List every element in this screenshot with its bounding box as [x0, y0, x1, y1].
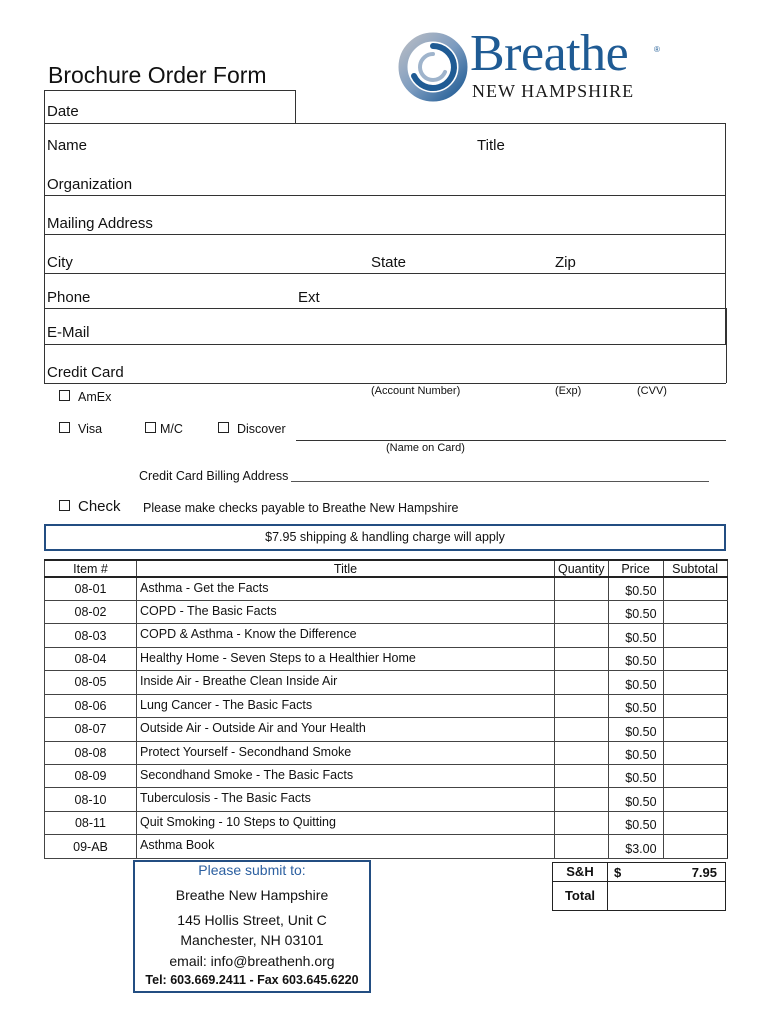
- item-cell: 08-08: [45, 741, 137, 764]
- subtotal-header: Subtotal: [663, 560, 727, 577]
- quantity-input[interactable]: [555, 741, 609, 764]
- exp-caption: (Exp): [555, 385, 582, 397]
- table-row: [45, 718, 728, 741]
- table-row: [45, 647, 728, 670]
- price-cell: $0.50: [608, 647, 663, 670]
- table-row: [45, 577, 728, 600]
- price-cell: $0.50: [608, 694, 663, 717]
- table-row: [45, 600, 728, 623]
- name-input[interactable]: [100, 130, 470, 154]
- check-checkbox[interactable]: [59, 500, 70, 511]
- quantity-input[interactable]: [555, 718, 609, 741]
- billing-address-label: Credit Card Billing Address: [139, 469, 289, 483]
- total-input[interactable]: [607, 881, 726, 911]
- discover-checkbox[interactable]: [218, 422, 229, 433]
- subtotal-cell[interactable]: [663, 577, 727, 600]
- price-cell: $0.50: [608, 718, 663, 741]
- price-cell: $0.50: [608, 788, 663, 811]
- quantity-header: Quantity: [555, 560, 609, 577]
- sh-value-cell: [607, 862, 726, 882]
- subtotal-cell[interactable]: [663, 647, 727, 670]
- title-cell: COPD & Asthma - Know the Difference: [137, 624, 555, 647]
- subtotal-cell[interactable]: [663, 624, 727, 647]
- sh-label: S&H: [552, 862, 608, 882]
- organization-label: Organization: [47, 176, 133, 193]
- check-label: Check: [78, 498, 121, 515]
- mailing-address-label: Mailing Address: [47, 215, 153, 232]
- date-label: Date: [47, 103, 79, 120]
- subtotal-cell[interactable]: [663, 741, 727, 764]
- title-cell: Quit Smoking - 10 Steps to Quitting: [137, 811, 555, 834]
- title-cell: Asthma Book: [137, 835, 555, 858]
- subtotal-cell[interactable]: [663, 835, 727, 858]
- mc-checkbox[interactable]: [145, 422, 156, 433]
- name-on-card-caption: (Name on Card): [386, 442, 465, 454]
- price-cell: $0.50: [608, 765, 663, 788]
- quantity-input[interactable]: [555, 788, 609, 811]
- title-cell: COPD - The Basic Facts: [137, 600, 555, 623]
- amex-label: AmEx: [78, 390, 112, 404]
- subtotal-cell[interactable]: [663, 718, 727, 741]
- title-label: Title: [477, 137, 505, 154]
- credit-card-label: Credit Card: [47, 364, 124, 381]
- logo-subtitle: NEW HAMPSHIRE: [472, 81, 635, 101]
- quantity-input[interactable]: [555, 624, 609, 647]
- title-cell: Inside Air - Breathe Clean Inside Air: [137, 671, 555, 694]
- subtotal-cell[interactable]: [663, 788, 727, 811]
- item-header: Item #: [45, 560, 137, 577]
- check-payable-note: Please make checks payable to Breathe New Hampshire: [143, 501, 459, 515]
- title-cell: Asthma - Get the Facts: [137, 577, 555, 600]
- state-label: State: [371, 254, 407, 271]
- quantity-input[interactable]: [555, 600, 609, 623]
- price-cell: $0.50: [608, 671, 663, 694]
- order-table: [44, 559, 728, 859]
- subtotal-cell[interactable]: [663, 694, 727, 717]
- title-header: Title: [137, 560, 555, 577]
- table-header-row: [45, 560, 728, 577]
- title-input[interactable]: [515, 130, 720, 154]
- title-cell: Tuberculosis - The Basic Facts: [137, 788, 555, 811]
- visa-label: Visa: [78, 422, 103, 436]
- table-row: [45, 671, 728, 694]
- name-on-card-input[interactable]: [296, 416, 726, 440]
- mc-label: M/C: [160, 422, 183, 436]
- quantity-input[interactable]: [555, 647, 609, 670]
- submit-info-box: [133, 860, 371, 993]
- quantity-input[interactable]: [555, 694, 609, 717]
- email-input[interactable]: [136, 314, 726, 342]
- table-row: [45, 624, 728, 647]
- price-cell: $0.50: [608, 600, 663, 623]
- title-cell: Healthy Home - Seven Steps to a Healthier Home: [137, 647, 555, 670]
- quantity-input[interactable]: [555, 577, 609, 600]
- quantity-input[interactable]: [555, 811, 609, 834]
- item-cell: 08-05: [45, 671, 137, 694]
- item-cell: 08-11: [45, 811, 137, 834]
- state-input[interactable]: [412, 243, 542, 269]
- name-label: Name: [47, 137, 88, 154]
- email-label: E-Mail: [47, 324, 90, 341]
- billing-address-input[interactable]: [291, 462, 709, 481]
- quantity-input[interactable]: [555, 765, 609, 788]
- item-cell: 08-03: [45, 624, 137, 647]
- table-row: [45, 835, 728, 858]
- subtotal-cell[interactable]: [663, 765, 727, 788]
- table-row: [45, 811, 728, 834]
- table-row: [45, 788, 728, 811]
- item-cell: 08-07: [45, 718, 137, 741]
- subtotal-cell[interactable]: [663, 671, 727, 694]
- submit-heading: Please submit to:: [198, 862, 306, 878]
- quantity-input[interactable]: [555, 835, 609, 858]
- logo-registered-mark: ®: [654, 45, 660, 54]
- price-cell: $0.50: [608, 577, 663, 600]
- title-cell: Lung Cancer - The Basic Facts: [137, 694, 555, 717]
- title-cell: Protect Yourself - Secondhand Smoke: [137, 741, 555, 764]
- item-cell: 08-01: [45, 577, 137, 600]
- title-cell: Secondhand Smoke - The Basic Facts: [137, 765, 555, 788]
- item-cell: 08-02: [45, 600, 137, 623]
- subtotal-cell[interactable]: [663, 811, 727, 834]
- visa-checkbox[interactable]: [59, 422, 70, 433]
- item-cell: 08-10: [45, 788, 137, 811]
- city-input[interactable]: [80, 243, 360, 269]
- submit-org: Breathe New Hampshire: [175, 887, 329, 903]
- city-label: City: [47, 254, 73, 271]
- price-header: Price: [608, 560, 663, 577]
- form-title: Brochure Order Form: [48, 62, 267, 88]
- organization-input[interactable]: [140, 165, 720, 191]
- item-cell: 08-04: [45, 647, 137, 670]
- breathe-logo-icon: [398, 32, 468, 102]
- price-cell: $0.50: [608, 624, 663, 647]
- submit-street: 145 Hollis Street, Unit C: [177, 912, 327, 928]
- submit-phones: Tel: 603.669.2411 - Fax 603.645.6220: [145, 973, 359, 987]
- account-number-caption: (Account Number): [371, 385, 461, 397]
- table-row: [45, 694, 728, 717]
- total-label: Total: [552, 881, 608, 911]
- table-row: [45, 741, 728, 764]
- cvv-caption: (CVV): [637, 385, 667, 397]
- submit-city: Manchester, NH 03101: [180, 932, 324, 948]
- sh-currency: $: [614, 865, 622, 880]
- amex-checkbox[interactable]: [59, 390, 70, 401]
- mailing-address-input[interactable]: [160, 204, 720, 230]
- date-field[interactable]: [44, 90, 296, 124]
- subtotal-cell[interactable]: [663, 600, 727, 623]
- item-cell: 09-AB: [45, 835, 137, 858]
- item-cell: 08-09: [45, 765, 137, 788]
- price-cell: $0.50: [608, 811, 663, 834]
- price-cell: $0.50: [608, 741, 663, 764]
- credit-card-input[interactable]: [136, 350, 726, 382]
- title-cell: Outside Air - Outside Air and Your Health: [137, 718, 555, 741]
- logo-wordmark: Breathe: [470, 25, 629, 82]
- shipping-notice: $7.95 shipping & handling charge will apply: [265, 530, 505, 544]
- zip-label: Zip: [555, 254, 576, 271]
- price-cell: $3.00: [608, 835, 663, 858]
- submit-email: email: info@breathenh.org: [169, 953, 335, 969]
- sh-amount: 7.95: [691, 865, 717, 880]
- table-row: [45, 765, 728, 788]
- ext-label: Ext: [298, 289, 320, 306]
- item-cell: 08-06: [45, 694, 137, 717]
- quantity-input[interactable]: [555, 671, 609, 694]
- zip-input[interactable]: [582, 243, 720, 269]
- phone-label: Phone: [47, 289, 91, 306]
- shipping-notice-box: [44, 524, 726, 551]
- phone-input[interactable]: [95, 279, 290, 305]
- ext-input[interactable]: [325, 279, 720, 305]
- discover-label: Discover: [237, 422, 286, 436]
